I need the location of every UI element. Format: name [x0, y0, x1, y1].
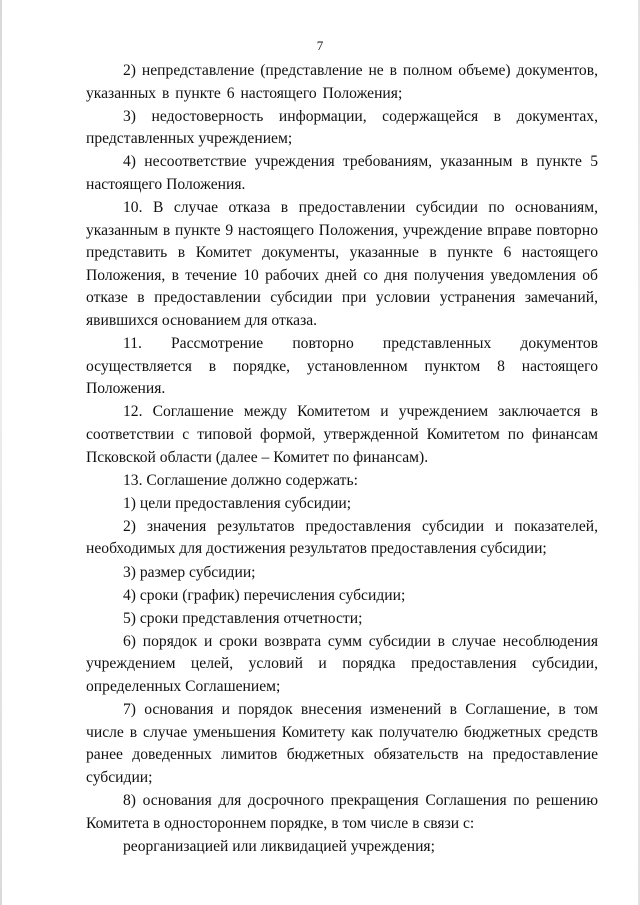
paragraph-list-item-5: 5) сроки представления отчетности; [123, 609, 363, 627]
paragraph-clause-13: 13. Соглашение должно содержать: [123, 471, 358, 489]
page-number: 7 [316, 38, 324, 53]
paragraph-clause-11: 11. Рассмотрение повторно представленных документов осуществляется в порядке, установленном пунктом 8 настоящего Положения. [86, 335, 598, 398]
paragraph-item-4-noncompliance: 4) несоответствие учреждения требованиям, указанным в пункте 5 настоящего Положения. [86, 153, 598, 193]
paragraph-list-item-3: 3) размер субсидии; [123, 563, 256, 581]
paragraph-list-item-1: 1) цели предоставления субсидии; [123, 494, 352, 512]
paragraph-clause-10: 10. В случае отказа в предоставлении субсидии по основаниям, указанным в пункте 9 настоящего Положения, учреждение вправе повторно представить в Комитет документы, указанные в пункте 6 настоящего Положения, в течение 10 рабочих дней со дня получения уведомления об отказе в предоставлении субсидии при условии устранения замечаний, явившихся основанием для отказа. [86, 199, 598, 330]
paragraph-list-item-2: 2) значения результатов предоставления субсидии и показателей, необходимых для достижения результатов предоставления субсидии; [86, 517, 598, 558]
paragraph-clause-12: 12. Соглашение между Комитетом и учреждением заключается в соответствии с типовой формой, утвержденной Комитетом по финансам Псковской области (далее – Комитет по финансам). [86, 403, 598, 466]
scan-edge-left [0, 0, 2, 905]
paragraph-list-item-6: 6) порядок и сроки возврата сумм субсидии в случае несоблюдения учреждением целей, условий и порядка предоставления субсидии, определенных Соглашением; [86, 632, 598, 696]
paragraph-list-item-7: 7) основания и порядок внесения изменений в Соглашение, в том числе в случае уменьшения Комитету как получателю бюджетных средств ранее доведенных лимитов бюджетных обязательств на предоставление субсидии; [86, 701, 598, 786]
document-body [86, 60, 598, 859]
paragraph-list-item-8: 8) основания для досрочного прекращения Соглашения по решению Комитета в одностороннем порядке, в том числе в связи с: [86, 792, 598, 832]
paragraph-item-3-inaccuracy: 3) недостоверность информации, содержащейся в документах, представленных учреждением; [86, 107, 598, 148]
paragraph-list-item-4: 4) сроки (график) перечисления субсидии; [123, 586, 406, 604]
paragraph-list-subitem-reorganization: реорганизацией или ликвидацией учреждения; [123, 837, 435, 855]
paragraph-item-2-nonsubmission: 2) непредставление (представление не в полном объеме) документов, указанных в пункте 6 настоящего Положения; [86, 62, 598, 102]
